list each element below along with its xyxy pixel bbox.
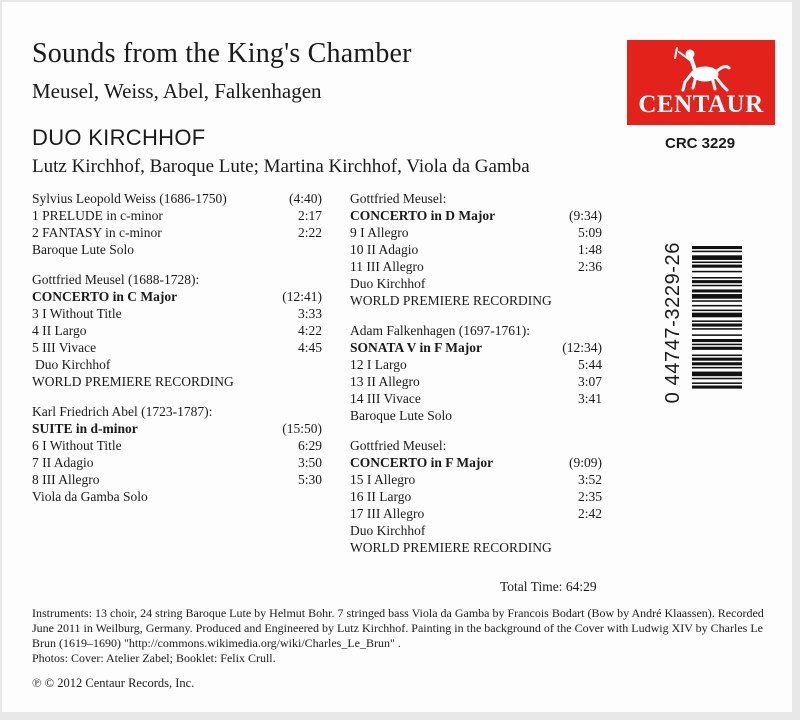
work-title: CONCERTO in C Major [32,289,178,304]
work-title: CONCERTO in F Major [350,455,494,470]
track-row [32,224,322,241]
barcode-icon [692,246,742,466]
work-meusel-d [350,190,602,309]
track-row [32,339,322,356]
track-title: 16 II Largo [350,489,412,504]
centaur-archer-icon [671,44,733,94]
work-falkenhagen [350,322,602,424]
composer: Karl Friedrich Abel (1723-1787): [32,404,213,419]
track-title: 8 III Allegro [32,472,100,487]
track-title: 17 III Allegro [350,506,425,521]
track-title: 10 II Adagio [350,242,419,257]
track-title: 6 I Without Title [32,438,122,453]
work-duration: (9:09) [569,455,602,470]
track-time: 3:33 [297,306,322,321]
centaur-logo [627,40,775,125]
tracklist-left-column [32,190,322,518]
performer-note: Baroque Lute Solo [32,242,134,257]
tracklist-right-column [350,190,602,569]
premiere-note: WORLD PREMIERE RECORDING [32,374,234,389]
work-duration: (4:40) [289,191,322,206]
work-weiss [32,190,322,258]
track-time: 3:52 [577,472,602,487]
track-row [32,305,322,322]
track-row [350,356,602,373]
track-time: 3:50 [297,455,322,470]
photos-credit: Photos: Cover: Atelier Zabel; Booklet: Felix Crull. [32,651,276,665]
performer-note: Duo Kirchhof [350,276,426,291]
work-meusel-f [350,437,602,556]
track-title: 9 I Allegro [350,225,409,240]
track-row [350,505,602,522]
track-row [350,258,602,275]
work-title: SONATA V in F Major [350,340,483,355]
track-title: 11 III Allegro [350,259,424,274]
work-duration: (9:34) [569,208,602,223]
track-row [350,241,602,258]
composer: Sylvius Leopold Weiss (1686-1750) [32,191,227,206]
track-title: 12 I Largo [350,357,407,372]
track-time: 5:44 [577,357,602,372]
credits [32,606,772,666]
catalog-number: CRC 3229 [665,135,736,152]
track-time: 4:22 [297,323,322,338]
composer: Gottfried Meusel: [350,438,447,453]
track-time: 3:41 [577,391,602,406]
track-time: 2:22 [297,225,322,240]
barcode-digits [657,242,685,477]
track-row [350,390,602,407]
performer-note: Viola da Gamba Solo [32,489,148,504]
work-abel [32,403,322,505]
work-meusel-c [32,271,322,390]
track-row [350,224,602,241]
ensemble-name: DUO KIRCHHOF [32,125,206,150]
total-time: Total Time: 64:29 [500,579,597,594]
work-duration: (12:34) [562,340,602,355]
track-title: 3 I Without Title [32,306,122,321]
logo-brand-text: CENTAUR [638,91,764,118]
track-title: 2 FANTASY in c-minor [32,225,162,240]
track-time: 5:30 [297,472,322,487]
track-title: 4 II Largo [32,323,87,338]
performer-note: Baroque Lute Solo [350,408,452,423]
track-row [32,207,322,224]
premiere-note: WORLD PREMIERE RECORDING [350,540,552,555]
track-time: 2:36 [577,259,602,274]
performers-line: Lutz Kirchhof, Baroque Lute; Martina Kirchhof, Viola da Gamba [32,156,530,177]
cd-back-cover [2,2,792,712]
track-title: 1 PRELUDE in c-minor [32,208,163,223]
barcode-number: 0 44747-3229-26 [662,242,684,404]
album-subtitle: Meusel, Weiss, Abel, Falkenhagen [32,79,322,103]
track-row [350,373,602,390]
track-row [32,322,322,339]
track-time: 2:17 [297,208,322,223]
track-time: 3:07 [577,374,602,389]
track-time: 4:45 [297,340,322,355]
track-time: 2:42 [577,506,602,521]
track-title: 7 II Adagio [32,455,94,470]
track-row [350,488,602,505]
performer-note: Duo Kirchhof [35,357,111,372]
composer: Adam Falkenhagen (1697-1761): [350,323,530,338]
track-title: 13 II Allegro [350,374,420,389]
track-time: 2:35 [577,489,602,504]
composer: Gottfried Meusel (1688-1728): [32,272,200,287]
instruments-credit: Instruments: 13 choir, 24 string Baroque Lute by Helmut Bohr. 7 stringed bass Viola da Gamba by Francois Bodart (Bow by André Klaassen). Recorded June 2011 in Weilburg, Germany. Produced and Engineered by Lutz Kirchhof. Painting in the background of the Cover with Ludwig XIV by Charles Le Brun (1619–1690) "http://commons.wikimedia.org/wiki/Charles_Le_Brun" . [32,606,764,650]
work-title: SUITE in d-minor [32,421,138,436]
track-row [32,437,322,454]
composer: Gottfried Meusel: [350,191,447,206]
track-title: 5 III Vivace [32,340,97,355]
work-duration: (12:41) [282,289,322,304]
performer-note: Duo Kirchhof [350,523,426,538]
work-title: CONCERTO in D Major [350,208,496,223]
album-title: Sounds from the King's Chamber [32,38,412,69]
track-time: 1:48 [577,242,602,257]
track-row [32,471,322,488]
work-duration: (15:50) [282,421,322,436]
track-row [32,454,322,471]
track-time: 5:09 [577,225,602,240]
track-title: 14 III Vivace [350,391,421,406]
premiere-note: WORLD PREMIERE RECORDING [350,293,552,308]
track-title: 15 I Allegro [350,472,416,487]
track-time: 6:29 [297,438,322,453]
track-row [350,471,602,488]
copyright-notice: ℗ © 2012 Centaur Records, Inc. [32,676,195,690]
